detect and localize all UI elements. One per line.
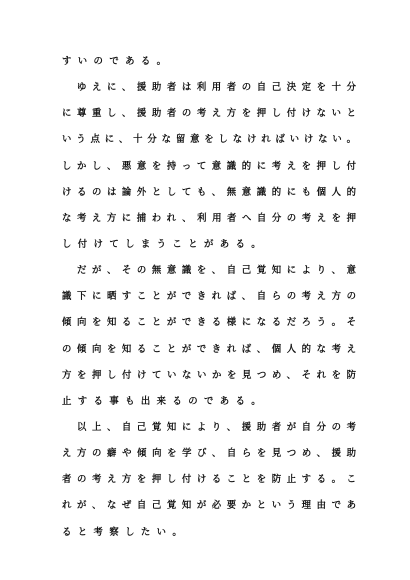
- text-line: けるのは論外としても、無意識的にも個人的: [62, 186, 356, 198]
- text-line: に尊重し、援助者の考え方を押し付けないと: [62, 108, 356, 120]
- text-line: 以上、自己覚知により、援助者が自分の考: [62, 421, 356, 433]
- body-text: [62, 49, 356, 546]
- text-line: だが、その無意識を、自己覚知により、意: [62, 265, 356, 277]
- text-line: 者の考え方を押し付けることを防止する。こ: [62, 474, 356, 486]
- text-line: 識下に晒すことができれば、自らの考え方の: [62, 291, 356, 303]
- text-line: 止する事も出来るのである。: [62, 395, 268, 407]
- text-line: え方の癖や傾向を学び、自らを見つめ、援助: [62, 448, 356, 460]
- text-line: いう点に、十分な留意をしなければいけない。: [62, 134, 356, 146]
- text-line: れが、なぜ自己覚知が必要かという理由であ: [62, 500, 356, 512]
- text-line: 傾向を知ることができる様になるだろう。そ: [62, 317, 356, 329]
- text-line: し付けてしまうことがある。: [62, 238, 268, 250]
- text-line: の傾向を知ることができれば、個人的な考え: [62, 343, 356, 355]
- text-line: しかし、悪意を持って意識的に考えを押し付: [62, 160, 356, 172]
- text-line: 方を押し付けていないかを見つめ、それを防: [62, 369, 356, 381]
- text-line: ゆえに、援助者は利用者の自己決定を十分: [62, 82, 356, 94]
- text-line: な考え方に捕われ、利用者へ自分の考えを押: [62, 212, 356, 224]
- text-line: ると考察したい。: [62, 526, 189, 538]
- text-line: すいのである。: [62, 56, 173, 67]
